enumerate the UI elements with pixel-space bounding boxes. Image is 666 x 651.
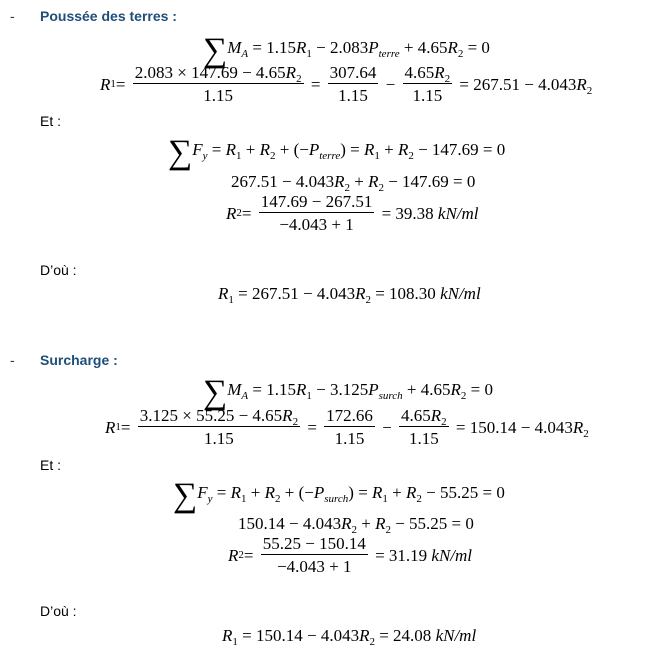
eq-text: = bbox=[212, 483, 231, 502]
r-var: R bbox=[259, 140, 270, 159]
fraction bbox=[259, 193, 375, 233]
eq-text: = 108.30 bbox=[370, 284, 441, 303]
numerator: 2.083 × 147.69 − 4.65 bbox=[134, 63, 286, 82]
r-var: R bbox=[397, 140, 409, 159]
eq-text: = bbox=[115, 74, 126, 94]
r-sub: 2 bbox=[292, 416, 299, 428]
r-sub: 2 bbox=[460, 390, 467, 402]
r2-equation: R2= $\frac{147.69 - 267.51}{-4.043 + 1}$ = 39.38 kN/ml bbox=[226, 192, 479, 234]
eq-text: + bbox=[379, 140, 398, 159]
eq-text: ) = bbox=[348, 483, 373, 502]
r-var: R bbox=[105, 417, 116, 437]
eq-text: = 1.15 bbox=[248, 380, 296, 399]
r-var: R bbox=[434, 63, 445, 82]
unit: kN/ml bbox=[440, 284, 481, 303]
r-var: R bbox=[572, 417, 584, 437]
denominator: 1.15 bbox=[204, 429, 234, 448]
eq-text: = 0 bbox=[463, 38, 490, 57]
denominator: −4.043 + 1 bbox=[277, 557, 352, 576]
p-var: P bbox=[308, 140, 320, 159]
p-var: P bbox=[368, 38, 379, 57]
r-var: R bbox=[355, 284, 366, 303]
r-sub: 1 bbox=[306, 48, 312, 60]
moment-var: M bbox=[227, 38, 242, 57]
numerator: 4.65 bbox=[401, 406, 431, 425]
r-sub: 2 bbox=[444, 73, 451, 85]
f-var: F bbox=[192, 140, 203, 159]
eq-text: = 31.19 bbox=[375, 545, 432, 565]
r1-equation: R1= $\frac{3.125 \times 55.25 - 4.65R_2}{1.15}$ = $\frac{172.66}{1.15}$ − $\frac{4.65R_2}{1.15}$ = $150.14 - 4.043R_2$ bbox=[105, 406, 589, 448]
sum-symbol: ∑ bbox=[203, 32, 228, 69]
eq-text: = 150.14 − 4.043 bbox=[237, 626, 360, 645]
f-sub: y bbox=[207, 493, 213, 505]
r-var: R bbox=[359, 626, 370, 645]
p-var: P bbox=[313, 483, 325, 502]
r-var: R bbox=[218, 284, 229, 303]
r-sub: 2 bbox=[351, 524, 357, 536]
numerator: 3.125 × 55.25 − 4.65 bbox=[139, 406, 283, 425]
eq-text: = 267.51 − 4.043 bbox=[459, 74, 577, 94]
eq-text: = 0 bbox=[466, 380, 493, 399]
sum-line bbox=[238, 514, 474, 536]
dou-label: D’où : bbox=[40, 603, 77, 619]
r-var: R bbox=[372, 483, 383, 502]
eq-text: = 24.08 bbox=[374, 626, 436, 645]
r-sub: 1 bbox=[374, 150, 380, 162]
r-var: R bbox=[368, 172, 379, 191]
denominator: −4.043 + 1 bbox=[279, 215, 354, 234]
r-var: R bbox=[406, 483, 417, 502]
force-equation bbox=[173, 479, 505, 513]
numerator: 55.25 − 150.14 bbox=[262, 534, 366, 553]
r-var: R bbox=[296, 38, 307, 57]
r-var: R bbox=[264, 483, 275, 502]
p-sub: surch bbox=[324, 493, 349, 505]
r-sub: 2 bbox=[270, 150, 276, 162]
sum-symbol: ∑ bbox=[168, 134, 193, 171]
numerator: 147.69 − 267.51 bbox=[260, 192, 373, 211]
fraction bbox=[399, 407, 449, 447]
numerator: 307.64 bbox=[329, 63, 377, 82]
r-var: R bbox=[375, 514, 386, 533]
p-sub: surch bbox=[378, 390, 403, 402]
moment-sub: A bbox=[241, 390, 249, 402]
eq-text: − bbox=[385, 74, 396, 94]
r-sub: 2 bbox=[441, 416, 447, 428]
r-sub: 2 bbox=[408, 150, 414, 162]
r2-equation: R2= $\frac{55.25 - 150.14}{-4.043 + 1}$ = 31.19 kN/ml bbox=[228, 534, 473, 576]
r-sub: 1 bbox=[228, 294, 234, 306]
eq-text: + bbox=[387, 483, 407, 502]
unit: kN/ml bbox=[437, 203, 479, 223]
r-var: R bbox=[228, 545, 239, 565]
denominator: 1.15 bbox=[334, 429, 365, 448]
eq-text: = 1.15 bbox=[248, 38, 296, 57]
eq-text: = 39.38 bbox=[381, 203, 438, 223]
p-var: P bbox=[368, 380, 379, 399]
eq-text: = bbox=[207, 140, 226, 159]
r1-equation: R1= $\frac{2.083 \times 147.69 - 4.65R_2}{1.15}$ = $\frac{307.64}{1.15}$ − $\frac{4.65R_2}{1.15}$ = $267.51 - 4.043R_2$ bbox=[100, 63, 593, 105]
eq-text: − 55.25 = 0 bbox=[390, 514, 474, 533]
r-sub: 1 bbox=[236, 150, 242, 162]
r-sub: 1 bbox=[382, 493, 388, 505]
eq-text: + bbox=[246, 483, 265, 502]
r-sub: 1 bbox=[306, 390, 312, 402]
fraction bbox=[403, 64, 453, 104]
eq-text: + bbox=[356, 514, 376, 533]
r-var: R bbox=[450, 380, 461, 399]
r-var: R bbox=[576, 74, 587, 94]
moment-var: M bbox=[227, 380, 242, 399]
eq-text: = bbox=[241, 203, 252, 223]
f-sub: y bbox=[202, 150, 208, 162]
r-sub: 2 bbox=[365, 294, 371, 306]
eq-text: ) = bbox=[340, 140, 364, 159]
r-sub: 2 bbox=[344, 182, 350, 194]
r-sub: 2 bbox=[457, 48, 464, 60]
et-label: Et : bbox=[40, 457, 62, 473]
r-sub: 2 bbox=[369, 636, 375, 648]
section-bullet: - bbox=[10, 8, 15, 24]
r-var: R bbox=[226, 203, 237, 223]
unit: kN/ml bbox=[431, 545, 473, 565]
unit: kN/ml bbox=[435, 626, 477, 645]
r-var: R bbox=[296, 380, 307, 399]
r-var: R bbox=[447, 38, 458, 57]
sum-line bbox=[231, 172, 476, 194]
moment-sub: A bbox=[241, 48, 249, 60]
sum-symbol: ∑ bbox=[173, 477, 198, 514]
numerator: 172.66 bbox=[326, 406, 373, 425]
r-sub: 1 bbox=[241, 493, 247, 505]
eq-text: − 147.69 = 0 bbox=[383, 172, 476, 191]
denominator: 1.15 bbox=[408, 429, 439, 448]
eq-text: 267.51 − 4.043 bbox=[231, 172, 335, 191]
r-sub: 1 bbox=[232, 636, 238, 648]
numerator: 4.65 bbox=[404, 63, 435, 82]
fraction bbox=[133, 64, 304, 104]
r-sub: 2 bbox=[586, 84, 593, 97]
eq-text: = 150.14 − 4.043 bbox=[455, 417, 573, 437]
dou-label: D’où : bbox=[40, 262, 77, 278]
eq-text: − 55.25 = 0 bbox=[421, 483, 505, 502]
p-sub: terre bbox=[319, 150, 341, 162]
r-var: R bbox=[230, 483, 242, 502]
eq-text: − bbox=[382, 417, 392, 437]
eq-text: + (− bbox=[280, 483, 314, 502]
section-bullet: - bbox=[10, 352, 15, 368]
r-var: R bbox=[222, 626, 233, 645]
force-equation bbox=[168, 136, 505, 170]
fraction bbox=[328, 64, 379, 104]
eq-text: = 267.51 − 4.043 bbox=[233, 284, 356, 303]
r-var: R bbox=[430, 406, 442, 425]
section-title-surcharge: Surcharge : bbox=[40, 352, 118, 368]
sum-symbol: ∑ bbox=[203, 374, 228, 411]
r-sub: 2 bbox=[296, 73, 302, 85]
denominator: 1.15 bbox=[412, 86, 443, 105]
final-result bbox=[218, 284, 481, 306]
r-sub: 2 bbox=[385, 524, 391, 536]
et-label: Et : bbox=[40, 113, 62, 129]
r-var: R bbox=[334, 172, 345, 191]
eq-text: − 2.083 bbox=[311, 38, 369, 57]
eq-text: = bbox=[307, 417, 317, 437]
eq-text: + bbox=[349, 172, 369, 191]
final-result bbox=[222, 626, 477, 648]
eq-text: + (− bbox=[275, 140, 309, 159]
r-sub: 2 bbox=[275, 493, 281, 505]
p-sub: terre bbox=[378, 48, 400, 60]
eq-text: = bbox=[310, 74, 321, 94]
eq-text: + 4.65 bbox=[399, 38, 448, 57]
eq-text: − 147.69 = 0 bbox=[413, 140, 506, 159]
eq-text: = bbox=[120, 417, 131, 437]
eq-text: + bbox=[241, 140, 260, 159]
eq-text: 150.14 − 4.043 bbox=[238, 514, 342, 533]
eq-text: + 4.65 bbox=[402, 380, 451, 399]
section-title-poussee: Poussée des terres : bbox=[40, 8, 177, 24]
r-var: R bbox=[100, 74, 111, 94]
r-sub: 2 bbox=[378, 182, 384, 194]
fraction bbox=[324, 407, 375, 447]
denominator: 1.15 bbox=[203, 86, 234, 105]
r-var: R bbox=[285, 63, 297, 82]
denominator: 1.15 bbox=[338, 86, 368, 105]
r-var: R bbox=[282, 406, 293, 425]
r-var: R bbox=[341, 514, 352, 533]
f-var: F bbox=[197, 483, 208, 502]
r-sub: 2 bbox=[416, 493, 422, 505]
fraction bbox=[138, 407, 300, 447]
moment-equation bbox=[203, 376, 493, 410]
fraction bbox=[261, 535, 368, 575]
eq-text: = bbox=[243, 545, 254, 565]
r-var: R bbox=[225, 140, 237, 159]
r-var: R bbox=[363, 140, 375, 159]
eq-text: − 3.125 bbox=[311, 380, 369, 399]
r-sub: 2 bbox=[583, 427, 589, 440]
